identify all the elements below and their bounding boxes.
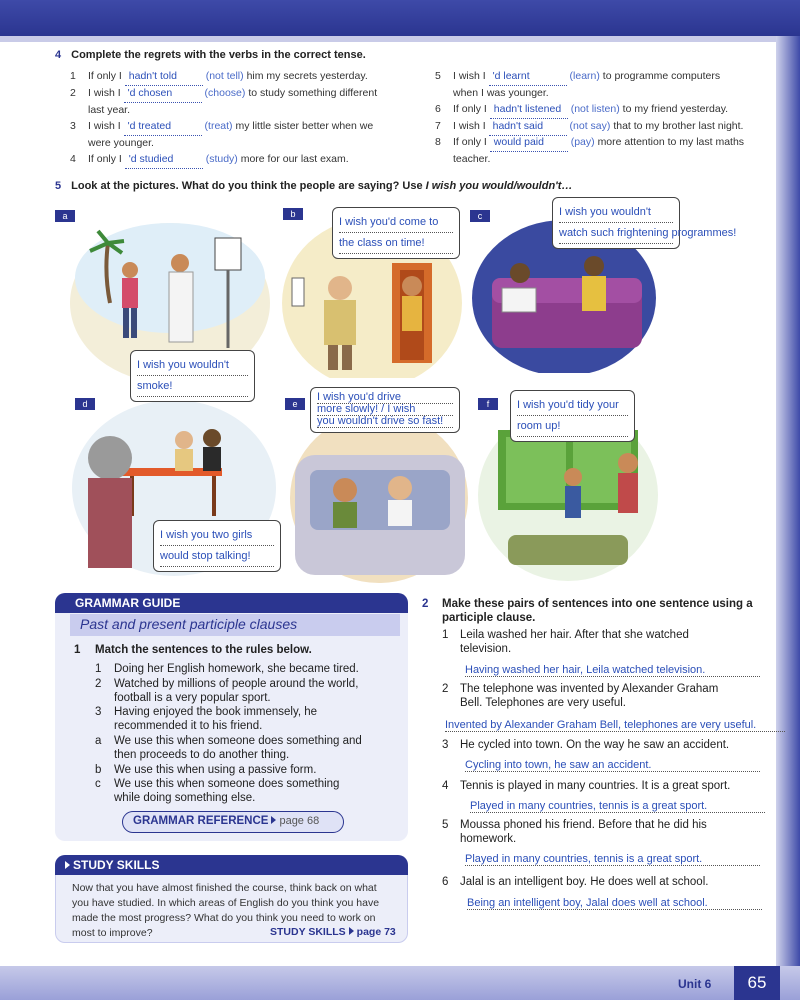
sentence-marker: b — [95, 764, 102, 776]
sentence-line: then proceeds to do another thing. — [114, 749, 290, 761]
grammar-reference-page: page 68 — [279, 815, 320, 827]
sentence-marker: a — [95, 735, 102, 747]
item-number: 8 — [435, 136, 441, 148]
bubble-line: I wish you'd drive — [317, 392, 453, 404]
item-number: 3 — [442, 739, 449, 751]
verb-prompt: (learn) — [569, 70, 600, 82]
exercise-4-item — [70, 118, 410, 136]
item-number: 1 — [70, 70, 76, 82]
bubble-line: I wish you wouldn't — [559, 202, 673, 223]
answer-blank[interactable]: hadn't listened — [490, 101, 568, 119]
item-continuation: last year. — [88, 104, 131, 116]
sentence-line: We use this when someone does something — [114, 778, 340, 790]
item-suffix: more for our last exam. — [240, 153, 349, 165]
grammar-task: Match the sentences to the rules below. — [95, 644, 312, 656]
study-skills-line: most to improve? — [72, 927, 153, 939]
exercise-4-item — [435, 68, 775, 86]
verb-prompt: (choose) — [204, 87, 246, 99]
exercise-4-item — [435, 134, 775, 152]
instruction-line: participle clause. — [442, 612, 536, 624]
bubble-line: you wouldn't drive so fast! — [317, 416, 453, 428]
answer-line[interactable]: Played in many countries, tennis is a great sport. — [465, 853, 760, 866]
bubble-line: I wish you'd tidy your — [517, 395, 628, 416]
speech-bubble — [510, 390, 635, 442]
grammar-guide-subtitle: Past and present participle clauses — [70, 614, 400, 636]
answer-blank[interactable]: hadn't told — [125, 68, 203, 86]
sentence-line: recommended it to his friend. — [114, 720, 263, 732]
study-skills-link-label: STUDY SKILLS — [270, 926, 346, 938]
item-suffix: to programme computers — [602, 70, 721, 82]
study-skills-link[interactable] — [270, 926, 396, 938]
verb-prompt: (not say) — [569, 120, 611, 132]
item-continuation: when I was younger. — [453, 87, 549, 99]
exercise-number: 5 — [55, 180, 62, 192]
answer-line[interactable]: Being an intelligent boy, Jalal does well at school. — [467, 897, 762, 910]
picture-label: a — [55, 210, 75, 222]
study-skills-link-page: page 73 — [356, 926, 396, 938]
arrow-right-icon — [65, 861, 70, 869]
item-number: 5 — [435, 70, 441, 82]
speech-bubble — [130, 350, 255, 402]
sentence-line: Having enjoyed the book immensely, he — [114, 706, 318, 718]
illustration-e — [290, 410, 468, 585]
verb-prompt: (not tell) — [205, 70, 244, 82]
item-prefix: If only I — [88, 153, 122, 165]
item-prefix: I wish I — [453, 120, 486, 132]
study-skills-heading: STUDY SKILLS — [73, 858, 160, 872]
item-number: 1 — [442, 629, 449, 641]
item-question-line: Leila washed her hair. After that she watched — [460, 629, 689, 641]
answer-blank[interactable]: 'd chosen — [124, 85, 202, 103]
item-number: 3 — [70, 120, 76, 132]
item-prefix: If only I — [453, 103, 487, 115]
exercise-number: 4 — [55, 49, 62, 61]
answer-line[interactable]: Having washed her hair, Leila watched television. — [465, 664, 760, 677]
item-question-line: homework. — [460, 833, 517, 845]
exercise-4-item — [70, 68, 410, 86]
item-suffix: to my friend yesterday. — [622, 103, 729, 115]
exercise-instruction: Look at the pictures. What do you think the people are saying? Use — [71, 180, 426, 192]
item-question-line: Jalal is an intelligent boy. He does well at school. — [460, 876, 709, 888]
sentence-line: football is a very popular sport. — [114, 692, 271, 704]
answer-blank[interactable]: would paid — [490, 134, 568, 152]
item-prefix: If only I — [88, 70, 122, 82]
answer-blank[interactable]: 'd learnt — [489, 68, 567, 86]
item-continuation: teacher. — [453, 153, 491, 165]
verb-prompt: (study) — [205, 153, 238, 165]
item-question-line: television. — [460, 643, 512, 655]
item-number: 4 — [70, 153, 76, 165]
exercise-4-heading — [55, 49, 366, 61]
bubble-line: smoke! — [137, 376, 248, 397]
bubble-line: room up! — [517, 416, 628, 437]
study-skills-line: made the most progress? What do you think you need to work on — [72, 912, 376, 924]
exercise-4-item — [70, 151, 410, 169]
sentence-line: We use this when someone does something and — [114, 735, 362, 747]
sentence-marker: 3 — [95, 706, 102, 718]
item-suffix: more attention to my last maths — [597, 136, 745, 148]
grammar-guide-title: GRAMMAR GUIDE — [55, 593, 408, 613]
bubble-line: the class on time! — [339, 233, 453, 254]
speech-bubble — [332, 207, 460, 259]
picture-label: d — [75, 398, 95, 410]
item-prefix: I wish I — [453, 70, 486, 82]
study-skills-line: you have studied. In which areas of English do you think you have — [72, 897, 380, 909]
answer-blank[interactable]: 'd treated — [124, 118, 202, 136]
item-number: 7 — [435, 120, 441, 132]
arrow-right-icon — [349, 927, 354, 935]
verb-prompt: (treat) — [204, 120, 233, 132]
bubble-line: I wish you'd come to — [339, 212, 453, 233]
item-suffix: him my secrets yesterday. — [246, 70, 368, 82]
sentence-line: while doing something else. — [114, 792, 256, 804]
verb-prompt: (pay) — [570, 136, 595, 148]
item-prefix: If only I — [453, 136, 487, 148]
page-number: 65 — [734, 966, 780, 1000]
item-number: 2 — [442, 683, 449, 695]
unit-label: Unit 6 — [678, 977, 712, 991]
exercise-4-item — [70, 85, 410, 103]
picture-label: b — [283, 208, 303, 220]
study-skills-line: Now that you have almost finished the course, think back on what — [72, 882, 377, 894]
item-number: 2 — [70, 87, 76, 99]
item-question-line: The telephone was invented by Alexander Graham — [460, 683, 719, 695]
grammar-reference-label: GRAMMAR REFERENCE — [133, 815, 269, 827]
picture-label: c — [470, 210, 490, 222]
sentence-line: We use this when using a passive form. — [114, 764, 317, 776]
top-banner — [0, 0, 800, 36]
study-skills-title — [55, 855, 408, 875]
exercise-2-number: 2 — [422, 598, 429, 610]
exercise-instruction-emphasis: I wish you would/wouldn't… — [425, 180, 573, 192]
bubble-line: would stop talking! — [160, 546, 274, 567]
answer-line[interactable]: Played in many countries, tennis is a great sport. — [470, 800, 765, 813]
sentence-line: Doing her English homework, she became tired. — [114, 663, 359, 675]
speech-bubble — [153, 520, 281, 572]
bubble-line: I wish you wouldn't — [137, 355, 248, 376]
bubble-line: I wish you two girls — [160, 525, 274, 546]
exercise-instruction: Complete the regrets with the verbs in the correct tense. — [71, 49, 366, 61]
item-prefix: I wish I — [88, 87, 121, 99]
item-number: 4 — [442, 780, 449, 792]
item-question-line: Bell. Telephones are very useful. — [460, 697, 626, 709]
item-suffix: my little sister better when we — [235, 120, 374, 132]
exercise-5-heading — [55, 180, 572, 192]
arrow-right-icon — [271, 816, 276, 824]
item-question-line: Moussa phoned his friend. Before that he did his — [460, 819, 707, 831]
picture-label: e — [285, 398, 305, 410]
verb-prompt: (not listen) — [570, 103, 620, 115]
item-suffix: to study something different — [248, 87, 378, 99]
bubble-line: watch such frightening programmes! — [559, 223, 673, 244]
grammar-task-number: 1 — [74, 644, 81, 656]
sentence-marker: 2 — [95, 678, 102, 690]
instruction-line: Make these pairs of sentences into one sentence using a — [442, 598, 753, 610]
sentence-marker: c — [95, 778, 101, 790]
item-question-line: Tennis is played in many countries. It is a great sport. — [460, 780, 731, 792]
sentence-marker: 1 — [95, 663, 102, 675]
bubble-line: more slowly! / I wish — [317, 404, 453, 416]
item-continuation: were younger. — [88, 137, 154, 149]
sentence-line: Watched by millions of people around the world, — [114, 678, 359, 690]
page-edge-bar — [776, 36, 800, 966]
grammar-reference-link[interactable] — [122, 811, 344, 833]
item-prefix: I wish I — [88, 120, 121, 132]
item-question-line: He cycled into town. On the way he saw an accident. — [460, 739, 730, 751]
answer-blank[interactable]: 'd studied — [125, 151, 203, 169]
speech-bubble — [552, 197, 737, 249]
item-number: 6 — [435, 103, 441, 115]
answer-line[interactable]: Cycling into town, he saw an accident. — [465, 759, 760, 772]
answer-blank[interactable]: hadn't said — [489, 118, 567, 136]
item-number: 5 — [442, 819, 449, 831]
item-suffix: that to my brother last night. — [613, 120, 744, 132]
speech-bubble — [310, 387, 460, 433]
item-number: 6 — [442, 876, 449, 888]
exercise-4-item — [435, 101, 775, 119]
picture-label: f — [478, 398, 498, 410]
answer-line[interactable]: Invented by Alexander Graham Bell, telephones are very useful. — [445, 719, 785, 732]
